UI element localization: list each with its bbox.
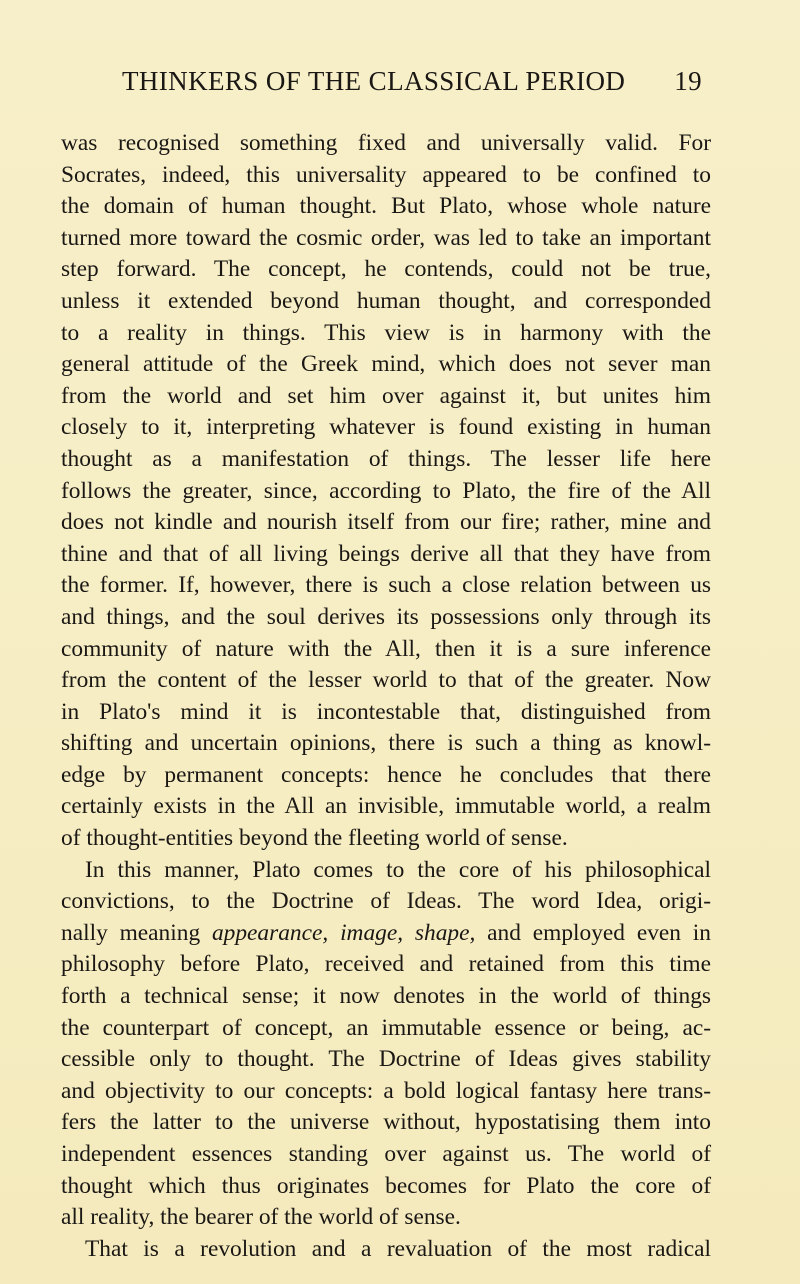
text-line: the domain of human thought. But Plato, whose whole nature [61, 193, 711, 220]
text-line: unless it extended beyond human thought, and corresponded [61, 287, 711, 314]
running-head [122, 66, 702, 106]
text-line: thought which thus originates becomes for Plato the core of [61, 1172, 711, 1199]
text-line: turned more toward the cosmic order, was led to take an important [61, 224, 711, 251]
text-line: certainly exists in the All an invisible, immutable world, a realm [61, 793, 711, 820]
page-number: 19 [674, 66, 702, 96]
paragraph-end-line: of thought-entities beyond the fleeting world of sense. [61, 825, 568, 852]
paragraph-start-line: That is a revolution and a revaluation of the most radical [85, 1235, 711, 1262]
text-line: independent essences standing over against us. The world of [61, 1141, 711, 1167]
text-line: follows the greater, since, according to Plato, the fire of the All [61, 477, 711, 504]
body-text [61, 128, 711, 1265]
text-line: and objectivity to our concepts: a bold logical fantasy here trans- [61, 1077, 711, 1104]
text-line: from the world and set him over against it, but unites him [61, 382, 711, 409]
italic-phrase: appearance, image, shape, [211, 919, 476, 946]
text-line: thought as a manifestation of things. The lesser life here [61, 445, 711, 472]
text-line: was recognised something fixed and universally valid. For [61, 130, 711, 156]
text-line: shifting and uncertain opinions, there is such a thing as knowl- [61, 730, 711, 757]
paragraph-end-line: all reality, the bearer of the world of sense. [61, 1204, 461, 1231]
text-line: general attitude of the Greek mind, which does not sever man [61, 351, 711, 378]
text-line: step forward. The concept, he contends, could not be true, [61, 256, 711, 283]
text-segment: nally meaning [61, 919, 212, 946]
text-line: fers the latter to the universe without, hypostatising them into [61, 1109, 711, 1136]
text-line: and things, and the soul derives its possessions only through its [61, 603, 711, 630]
running-title: THINKERS OF THE CLASSICAL PERIOD [122, 66, 626, 96]
text-line: in Plato's mind it is incontestable that, distinguished from [61, 698, 711, 725]
text-line: philosophy before Plato, received and retained from this time [61, 951, 711, 978]
text-line: the counterpart of concept, an immutable essence or being, ac- [61, 1014, 711, 1041]
text-line: the former. If, however, there is such a close relation between us [61, 572, 711, 599]
text-line: community of nature with the All, then it is a sure inference [61, 635, 711, 662]
text-line: cessible only to thought. The Doctrine of Ideas gives stability [61, 1046, 711, 1073]
text-line: forth a technical sense; it now denotes in the world of things [61, 983, 711, 1010]
text-line: to a reality in things. This view is in harmony with the [61, 319, 711, 346]
text-line-with-italics [61, 918, 711, 950]
paragraph-start-line: In this manner, Plato comes to the core of his philosophical [85, 856, 711, 883]
text-line: edge by permanent concepts: hence he concludes that there [61, 761, 711, 788]
text-line: convictions, to the Doctrine of Ideas. The word Idea, origi- [61, 888, 711, 915]
text-line: from the content of the lesser world to that of the greater. Now [61, 667, 711, 694]
text-segment: and employed even in [475, 919, 711, 946]
text-line: thine and that of all living beings derive all that they have from [61, 540, 711, 567]
text-line: closely to it, interpreting whatever is found existing in human [61, 414, 711, 441]
text-line: does not kindle and nourish itself from our fire; rather, mine and [61, 509, 711, 536]
text-line: Socrates, indeed, this universality appeared to be confined to [61, 161, 711, 188]
